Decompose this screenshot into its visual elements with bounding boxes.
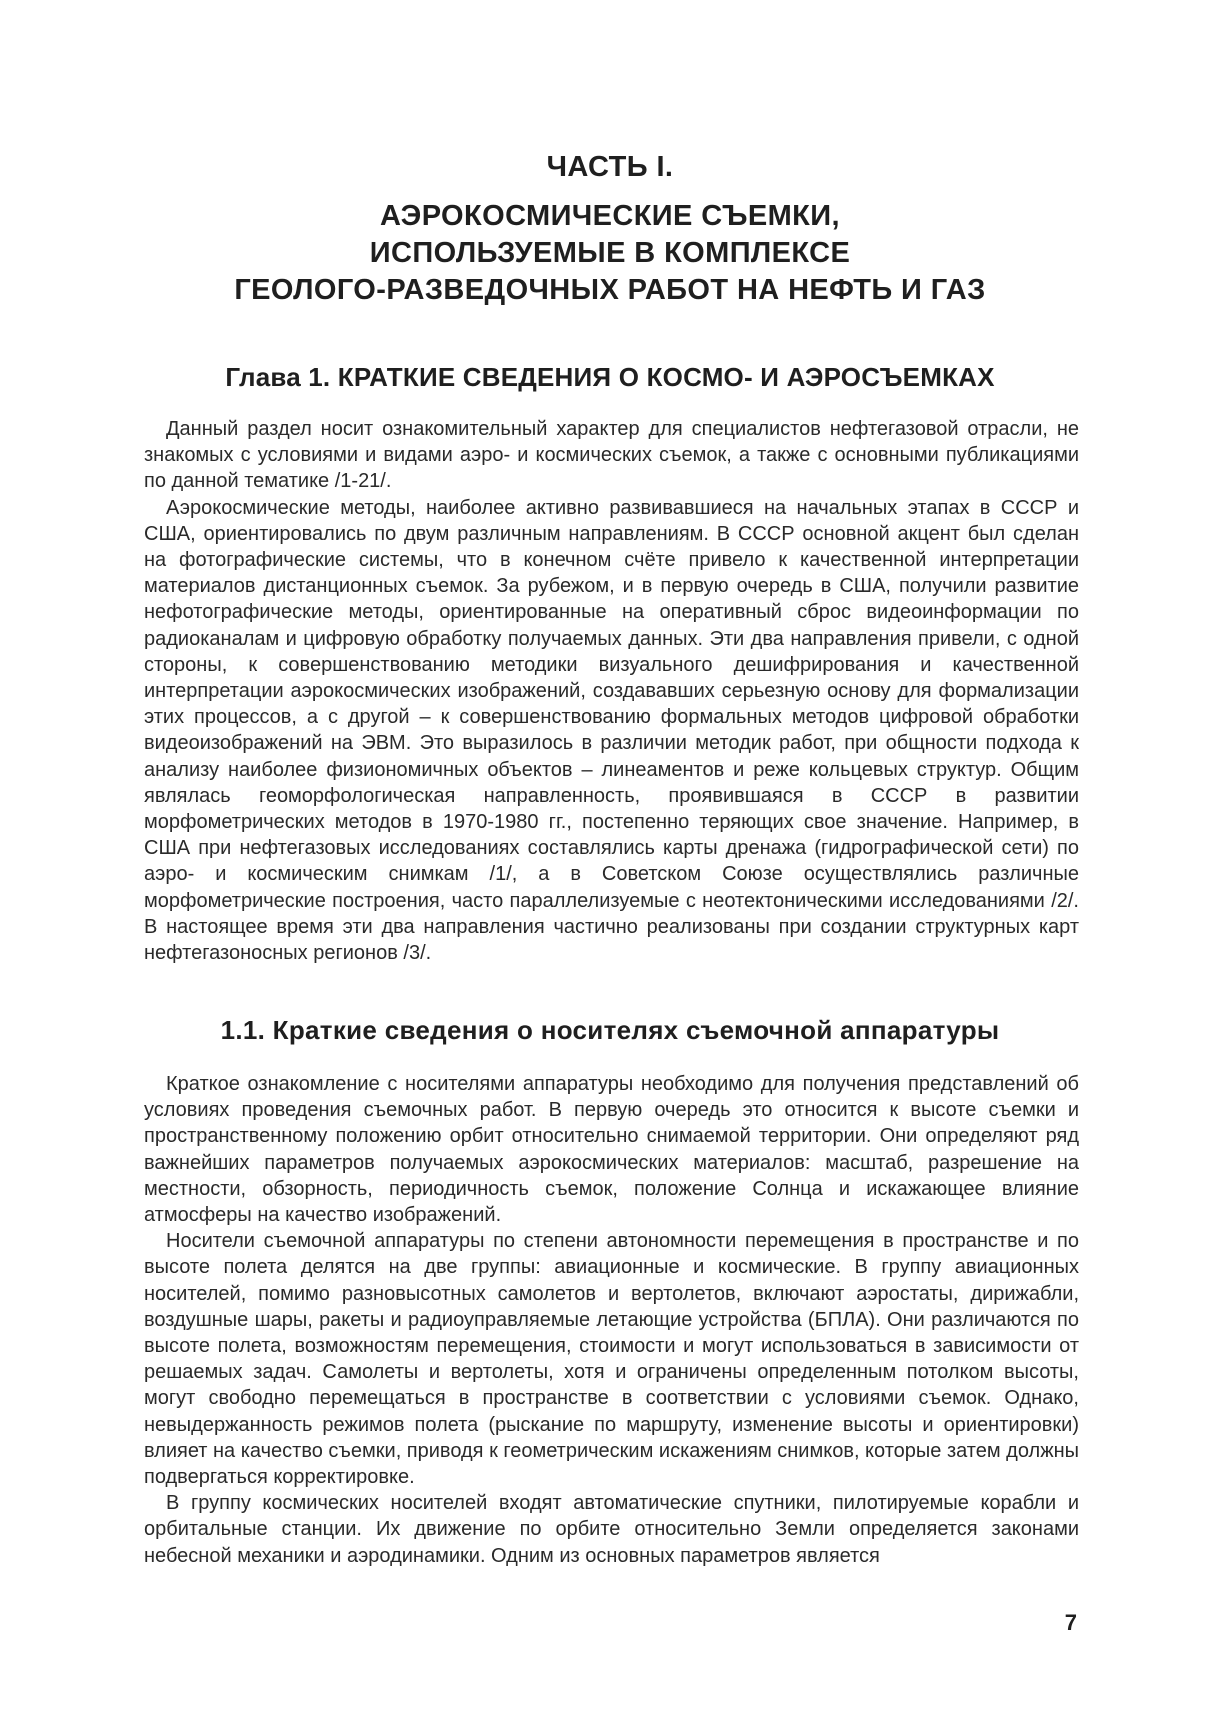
part-title-line: ГЕОЛОГО-РАЗВЕДОЧНЫХ РАБОТ НА НЕФТЬ И ГАЗ: [234, 274, 986, 306]
section-body: [144, 1071, 1079, 1569]
part-title-line: ИСПОЛЬЗУЕМЫЕ В КОМПЛЕКСЕ: [369, 237, 851, 269]
part-title-line: АЭРОКОСМИЧЕСКИЕ СЪЕМКИ,: [380, 200, 840, 232]
page-number: 7: [1064, 1610, 1077, 1635]
part-title: [130, 198, 1090, 309]
paragraph: Данный раздел носит ознакомительный характер для специалистов нефтегазовой отрасли, не знакомых с условиями и видами аэро- и космических съемок, а также с основными публикациями по данной тематике /1-21/.: [144, 418, 1079, 493]
chapter-title: Глава 1. КРАТКИЕ СВЕДЕНИЯ О КОСМО- И АЭРОСЪЕМКАХ: [225, 362, 995, 392]
chapter-body: [144, 416, 1079, 966]
part-label: ЧАСТЬ I.: [546, 151, 674, 183]
paragraph: Носители съемочной аппаратуры по степени автономности перемещения в пространстве и по высоте полета делятся на две группы: авиационные и космические. В группу авиационных носителей, помимо разновысотных самолетов и вертолетов, включают аэростаты, дирижабли, воздушные шары, ракеты и радиоуправляемые летающие устройства (БПЛА). Они различаются по высоте полета, возможностям перемещения, стоимости и могут использоваться в зависимости от решаемых задач. Самолеты и вертолеты, хотя и ограничены определенным потолком высоты, могут свободно перемещаться в пространстве в соответствии с условиями съемок. Однако, невыдержанность режимов полета (рыскание по маршруту, изменение высоты и ориентировки) влияет на качество съемки, приводя к геометрическим искажениям снимков, которые затем должны подвергаться корректировке.: [144, 1230, 1079, 1489]
paragraph: Краткое ознакомление с носителями аппаратуры необходимо для получения представлений об условиях проведения съемочных работ. В первую очередь это относится к высоте съемки и пространственному положению орбит относительно снимаемой территории. Они определяют ряд важнейших параметров получаемых аэрокосмических материалов: масштаб, разрешение на местности, обзорность, периодичность съемок, положение Солнца и искажающее влияние атмосферы на качество изображений.: [144, 1073, 1079, 1227]
paragraph: В группу космических носителей входят автоматические спутники, пилотируемые корабли и орбитальные станции. Их движение по орбите относительно Земли определяется законами небесной механики и аэродинамики. Одним из основных параметров является: [144, 1492, 1079, 1567]
section-title: 1.1. Краткие сведения о носителях съемочной аппаратуры: [220, 1015, 1000, 1045]
paragraph: Аэрокосмические методы, наиболее активно развивавшиеся на начальных этапах в СССР и США, ориентировались по двум различным направлениям. В СССР основной акцент был сделан на фотографические системы, что в конечном счёте привело к качественной интерпретации материалов дистанционных съемок. За рубежом, и в первую очередь в США, получили развитие нефотографические методы, ориентированные на оперативный сброс видеоинформации по радиоканалам и цифровую обработку получаемых данных. Эти два направления привели, с одной стороны, к совершенствованию методики визуального дешифрирования и качественной интерпретации аэрокосмических изображений, создававших серьезную основу для формализации этих процессов, а с другой – к совершенствованию формальных методов цифровой обработки видеоизображений на ЭВМ. Это выразилось в различии методик работ, при общности подхода к анализу наиболее физиономичных объектов – линеаментов и реже кольцевых структур. Общим являлась геоморфологическая направленность, проявившаяся в СССР в развитии морфометрических методов в 1970-1980 гг., постепенно теряющих свое значение. Например, в США при нефтегазовых исследованиях составлялись карты дренажа (гидрографической сети) по аэро- и космическим снимкам /1/, а в Советском Союзе осуществлялись различные морфометрические построения, часто параллелизуемые с неотектоническими исследованиями /2/. В настоящее время эти два направления частично реализованы при создании структурных карт нефтегазоносных регионов /3/.: [144, 496, 1079, 965]
